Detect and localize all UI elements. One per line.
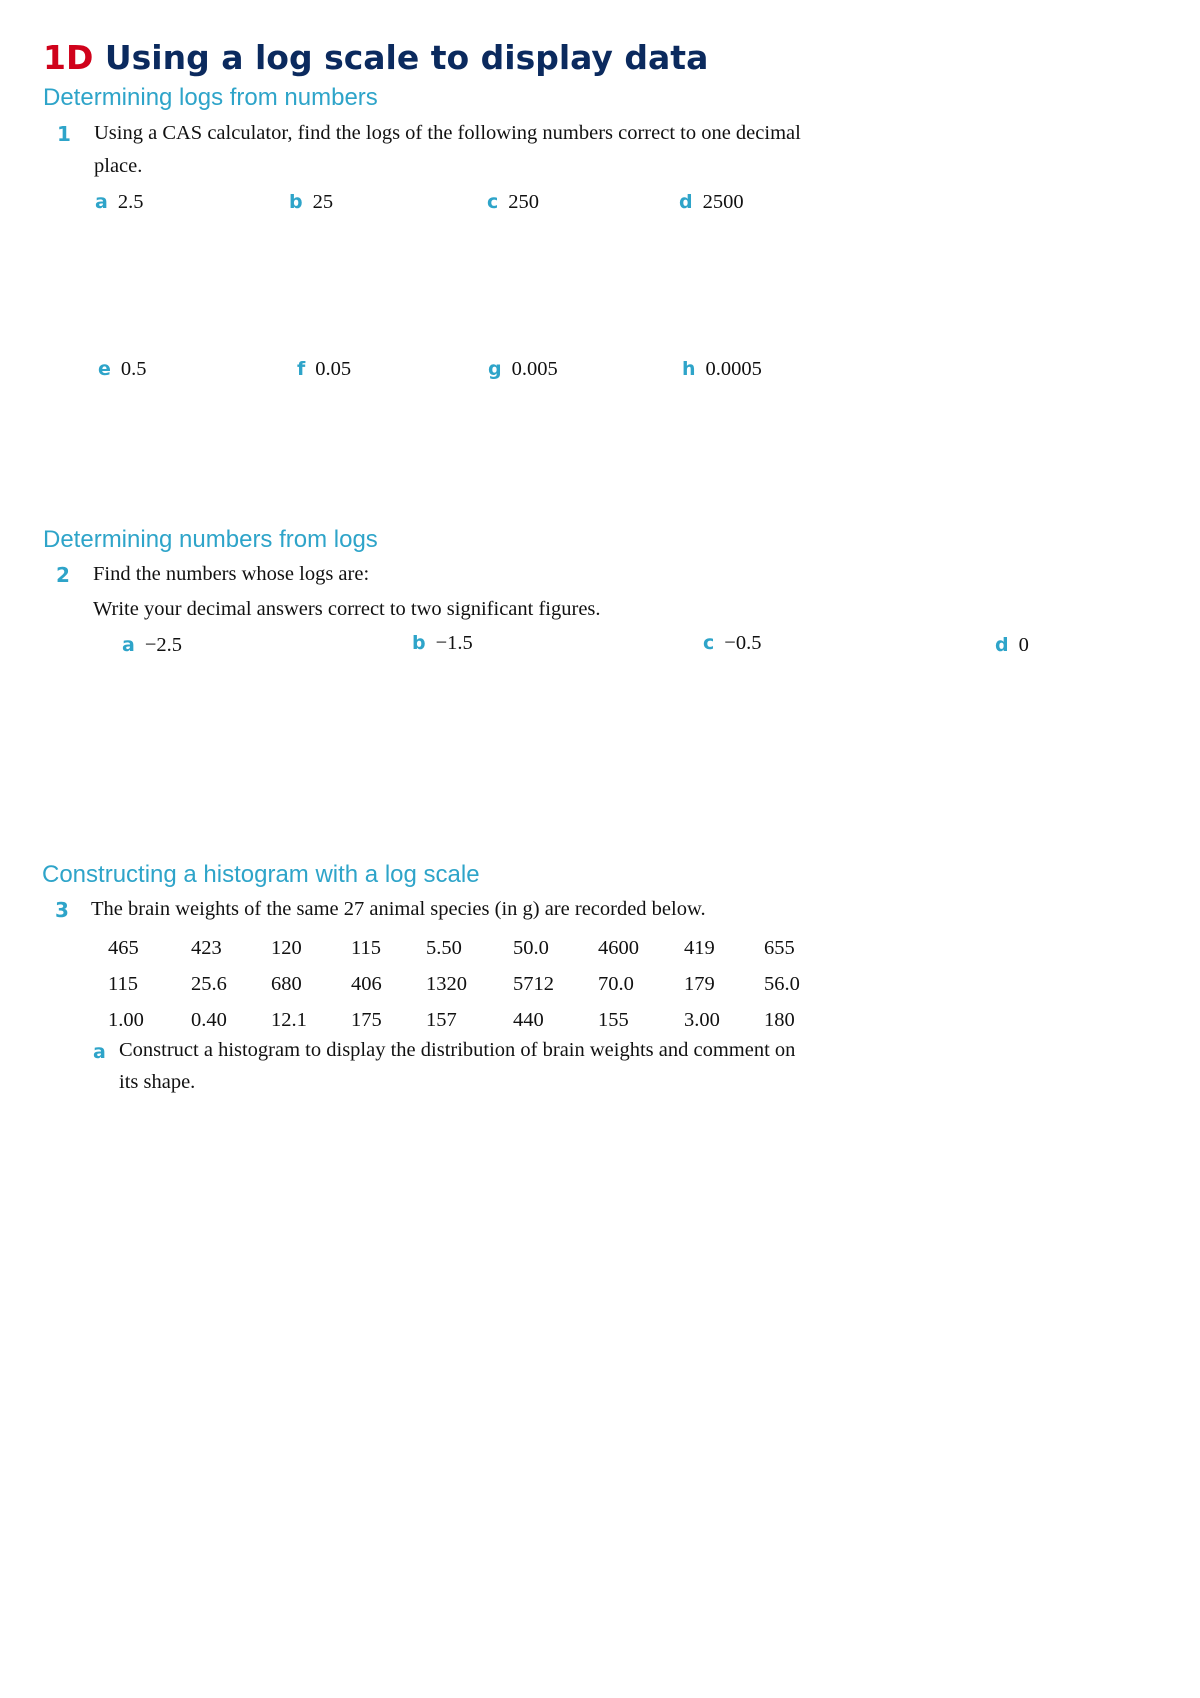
brain-weights-table xyxy=(108,930,828,1038)
part-value: 0.05 xyxy=(315,358,352,380)
q3-part-a-text-line1: Construct a histogram to display the distribution of brain weights and comment on xyxy=(119,1039,796,1061)
table-cell: 4600 xyxy=(598,936,639,959)
title-text: Using a log scale to display data xyxy=(104,38,709,77)
section-heading-numbers-from-logs: Determining numbers from logs xyxy=(43,526,378,553)
part-value: 0.5 xyxy=(120,358,147,380)
table-cell: 419 xyxy=(684,936,715,959)
table-cell: 115 xyxy=(351,936,381,959)
section-heading-logs-from-numbers: Determining logs from numbers xyxy=(43,84,378,111)
question-1-text-line1: Using a CAS calculator, find the logs of the following numbers correct to one decimal xyxy=(94,122,801,144)
part-letter: h xyxy=(682,358,696,380)
question-number-3: 3 xyxy=(55,898,69,922)
table-row xyxy=(108,930,828,966)
part-value: −2.5 xyxy=(144,634,183,656)
table-cell: 115 xyxy=(108,972,138,995)
part-letter: f xyxy=(297,358,306,380)
table-cell: 179 xyxy=(684,972,715,995)
q2-part-d xyxy=(995,634,1029,657)
question-2-text-line2: Write your decimal answers correct to two significant figures. xyxy=(93,598,601,620)
part-letter: c xyxy=(487,191,499,213)
question-3-text: The brain weights of the same 27 animal species (in g) are recorded below. xyxy=(91,898,706,920)
table-cell: 175 xyxy=(351,1008,382,1031)
part-value: 0.005 xyxy=(511,358,558,380)
question-1-text-line2: place. xyxy=(94,155,143,177)
part-letter: b xyxy=(412,632,426,654)
table-cell: 5.50 xyxy=(426,936,462,959)
q3-part-a-letter: a xyxy=(93,1041,106,1063)
table-cell: 180 xyxy=(764,1008,795,1031)
part-value: 2.5 xyxy=(117,191,144,213)
title-number: 1D xyxy=(43,38,94,77)
q2-part-c xyxy=(703,632,761,655)
q1-part-b xyxy=(289,191,333,214)
question-number-2: 2 xyxy=(56,563,70,587)
table-cell: 120 xyxy=(271,936,302,959)
q3-part-a-text-line2: its shape. xyxy=(119,1071,196,1093)
table-cell: 25.6 xyxy=(191,972,227,995)
table-cell: 155 xyxy=(598,1008,629,1031)
table-cell: 157 xyxy=(426,1008,457,1031)
q1-part-g xyxy=(488,358,558,381)
section-heading-histogram-log-scale: Constructing a histogram with a log scale xyxy=(42,861,480,888)
table-cell: 1.00 xyxy=(108,1008,144,1031)
q2-part-a xyxy=(122,634,182,657)
part-value: −0.5 xyxy=(724,632,762,654)
table-cell: 465 xyxy=(108,936,139,959)
table-cell: 56.0 xyxy=(764,972,800,995)
table-row xyxy=(108,966,828,1002)
part-value: 0.0005 xyxy=(705,358,762,380)
part-letter: b xyxy=(289,191,303,213)
q1-part-f xyxy=(297,358,351,381)
q1-part-e xyxy=(98,358,147,381)
q1-part-c xyxy=(487,191,539,214)
part-value: 25 xyxy=(312,191,334,213)
part-value: 0 xyxy=(1018,634,1029,656)
part-value: −1.5 xyxy=(435,632,473,654)
part-value: 250 xyxy=(508,191,540,213)
part-letter: e xyxy=(98,358,111,380)
question-number-1: 1 xyxy=(57,122,71,146)
part-letter: d xyxy=(679,191,693,213)
part-letter: a xyxy=(122,634,135,656)
table-cell: 5712 xyxy=(513,972,554,995)
q1-part-h xyxy=(682,358,762,381)
q1-part-d xyxy=(679,191,744,214)
page-title xyxy=(43,38,708,77)
table-cell: 406 xyxy=(351,972,382,995)
table-cell: 1320 xyxy=(426,972,467,995)
part-letter: a xyxy=(95,191,108,213)
table-cell: 423 xyxy=(191,936,222,959)
part-letter: c xyxy=(703,632,715,654)
question-2-text-line1: Find the numbers whose logs are: xyxy=(93,563,370,585)
table-cell: 3.00 xyxy=(684,1008,720,1031)
q1-part-a xyxy=(95,191,143,214)
part-letter: d xyxy=(995,634,1009,656)
table-cell: 440 xyxy=(513,1008,544,1031)
table-cell: 680 xyxy=(271,972,302,995)
table-row xyxy=(108,1002,828,1038)
part-letter: g xyxy=(488,358,502,380)
table-cell: 655 xyxy=(764,936,795,959)
q2-part-b xyxy=(412,632,473,655)
part-value: 2500 xyxy=(702,191,744,213)
table-cell: 50.0 xyxy=(513,936,549,959)
table-cell: 0.40 xyxy=(191,1008,227,1031)
table-cell: 12.1 xyxy=(271,1008,307,1031)
table-cell: 70.0 xyxy=(598,972,634,995)
